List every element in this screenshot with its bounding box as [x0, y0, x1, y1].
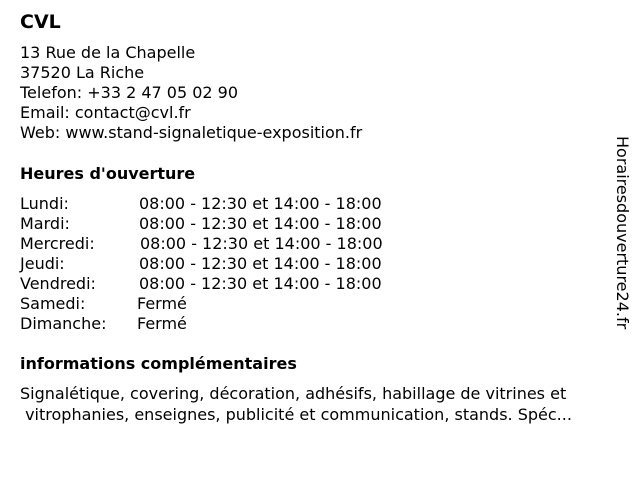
day-hours: 08:00 - 12:30 et 14:00 - 18:00 — [139, 214, 382, 233]
day-hours: Fermé — [137, 294, 187, 313]
info-line: Signalétique, covering, décoration, adhésifs, habillage de vitrines et — [20, 384, 567, 403]
address-street: 13 Rue de la Chapelle — [20, 43, 196, 62]
day-label: Dimanche: — [20, 314, 107, 333]
address-city: 37520 La Riche — [20, 63, 145, 82]
contact-block — [20, 43, 362, 143]
day-label: Jeudi: — [20, 254, 65, 273]
day-hours: 08:00 - 12:30 et 14:00 - 18:00 — [139, 274, 382, 293]
day-hours: 08:00 - 12:30 et 14:00 - 18:00 — [139, 194, 382, 213]
day-label: Mardi: — [20, 214, 70, 233]
day-label: Vendredi: — [20, 274, 96, 293]
website-text: Web: www.stand-signaletique-exposition.fr — [20, 123, 363, 142]
additional-info-heading: informations complémentaires — [20, 354, 297, 373]
day-label: Mercredi: — [20, 234, 95, 253]
day-hours: 08:00 - 12:30 et 14:00 - 18:00 — [139, 254, 382, 273]
watermark-container — [612, 136, 634, 348]
site-watermark: Horairesdouverture24.fr — [613, 136, 632, 330]
phone-text: Telefon: +33 2 47 05 02 90 — [20, 83, 239, 102]
opening-hours-heading: Heures d'ouverture — [20, 164, 196, 183]
day-hours: Fermé — [137, 314, 187, 333]
day-hours: 08:00 - 12:30 et 14:00 - 18:00 — [140, 234, 383, 253]
day-label: Lundi: — [20, 194, 69, 213]
business-name: CVL — [20, 11, 61, 33]
email-text: Email: contact@cvl.fr — [20, 103, 191, 122]
day-label: Samedi: — [20, 294, 86, 313]
additional-info-text — [20, 383, 630, 425]
info-line: vitrophanies, enseignes, publicité et communication, stands. Spéc... — [20, 405, 572, 424]
